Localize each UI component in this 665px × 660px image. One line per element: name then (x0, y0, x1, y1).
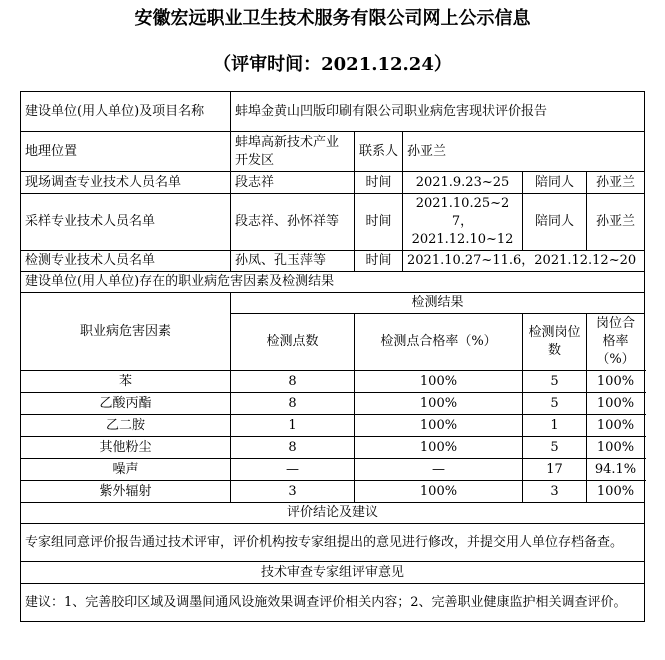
survey-label: 现场调查专业技术人员名单 (21, 172, 231, 194)
review-title-row (21, 562, 645, 584)
document-title: 安徽宏远职业卫生技术服务有限公司网上公示信息 (134, 8, 531, 29)
points-value: 8 (231, 393, 355, 415)
col-header-point-rate: 检测点合格率（%） (355, 314, 523, 371)
posts-value: 3 (523, 481, 587, 503)
posts-value: 5 (523, 393, 587, 415)
points-value: 3 (231, 481, 355, 503)
col-header-points: 检测点数 (231, 314, 355, 371)
testing-people: 孙凤、孔玉萍等 (231, 251, 355, 272)
review-text-row (21, 584, 645, 622)
posts-value: 5 (523, 437, 587, 459)
sampling-label: 采样专业技术人员名单 (21, 194, 231, 251)
factor-name: 乙二胺 (21, 415, 231, 437)
sampling-people: 段志祥、孙怀祥等 (231, 194, 355, 251)
sampling-time-line-2: 2021.12.10~12 (411, 232, 514, 247)
posts-value: 17 (523, 459, 587, 481)
contact-value: 孙亚兰 (403, 132, 645, 172)
point-rate-value: 100% (355, 481, 523, 503)
survey-time: 2021.9.23~25 (403, 172, 523, 194)
hazards-header-row-1 (21, 293, 645, 314)
points-value: 8 (231, 371, 355, 393)
conclusion-title: 评价结论及建议 (21, 503, 645, 524)
table-row (21, 371, 645, 393)
review-date: （评审时间：2021.12.24） (213, 54, 452, 75)
post-rate-value: 100% (587, 481, 645, 503)
points-value: 8 (231, 437, 355, 459)
unit-label: 建设单位(用人单位)及项目名称 (21, 92, 231, 132)
hazards-section-row (21, 272, 645, 293)
points-value: 1 (231, 415, 355, 437)
col-header-posts: 检测岗位数 (523, 314, 587, 371)
table-row (21, 437, 645, 459)
survey-row (21, 172, 645, 194)
survey-people: 段志祥 (231, 172, 355, 194)
sampling-time (403, 194, 523, 251)
survey-accompany: 孙亚兰 (587, 172, 645, 194)
conclusion-title-row (21, 503, 645, 524)
posts-value: 1 (523, 415, 587, 437)
location-row (21, 132, 645, 172)
factor-name: 乙酸丙酯 (21, 393, 231, 415)
factor-name: 噪声 (21, 459, 231, 481)
testing-time: 2021.10.27~11.6，2021.12.12~20 (403, 251, 645, 272)
post-rate-value: 100% (587, 415, 645, 437)
post-rate-value: 100% (587, 437, 645, 459)
review-text: 建议：1、完善胶印区域及调墨间通风设施效果调查评价相关内容；2、完善职业健康监护相关调查评价。 (21, 584, 645, 622)
conclusion-text: 专家组同意评价报告通过技术评审，评价机构按专家组提出的意见进行修改，并提交用人单位存档备查。 (21, 524, 645, 562)
post-rate-value: 100% (587, 371, 645, 393)
review-title: 技术审查专家组评审意见 (21, 562, 645, 584)
location-label: 地理位置 (21, 132, 231, 172)
disclosure-table (20, 91, 645, 622)
point-rate-value: 100% (355, 415, 523, 437)
sampling-accompany: 孙亚兰 (587, 194, 645, 251)
factor-header: 职业病危害因素 (21, 293, 231, 371)
table-row (21, 459, 645, 481)
table-row (21, 415, 645, 437)
sampling-row (21, 194, 645, 251)
testing-time-label: 时间 (355, 251, 403, 272)
sampling-accompany-label: 陪同人 (523, 194, 587, 251)
factor-name: 其他粉尘 (21, 437, 231, 459)
point-rate-value: 100% (355, 437, 523, 459)
points-value: — (231, 459, 355, 481)
survey-time-label: 时间 (355, 172, 403, 194)
results-header: 检测结果 (231, 293, 645, 314)
testing-label: 检测专业技术人员名单 (21, 251, 231, 272)
sampling-time-label: 时间 (355, 194, 403, 251)
point-rate-value: 100% (355, 371, 523, 393)
posts-value: 5 (523, 371, 587, 393)
unit-row (21, 92, 645, 132)
location-value: 蚌埠高新技术产业开发区 (231, 132, 355, 172)
point-rate-value: — (355, 459, 523, 481)
sampling-time-line-1: 2021.10.25~27， (415, 196, 510, 229)
col-header-post-rate: 岗位合格率（%） (587, 314, 645, 371)
table-row (21, 481, 645, 503)
post-rate-value: 100% (587, 393, 645, 415)
conclusion-text-row (21, 524, 645, 562)
testing-row (21, 251, 645, 272)
post-rate-value: 94.1% (587, 459, 645, 481)
hazards-section-title: 建设单位(用人单位)存在的职业病危害因素及检测结果 (21, 272, 645, 293)
table-row (21, 393, 645, 415)
point-rate-value: 100% (355, 393, 523, 415)
survey-accompany-label: 陪同人 (523, 172, 587, 194)
factor-name: 紫外辐射 (21, 481, 231, 503)
factor-name: 苯 (21, 371, 231, 393)
unit-value: 蚌埠金黄山凹版印刷有限公司职业病危害现状评价报告 (231, 92, 645, 132)
contact-label: 联系人 (355, 132, 403, 172)
